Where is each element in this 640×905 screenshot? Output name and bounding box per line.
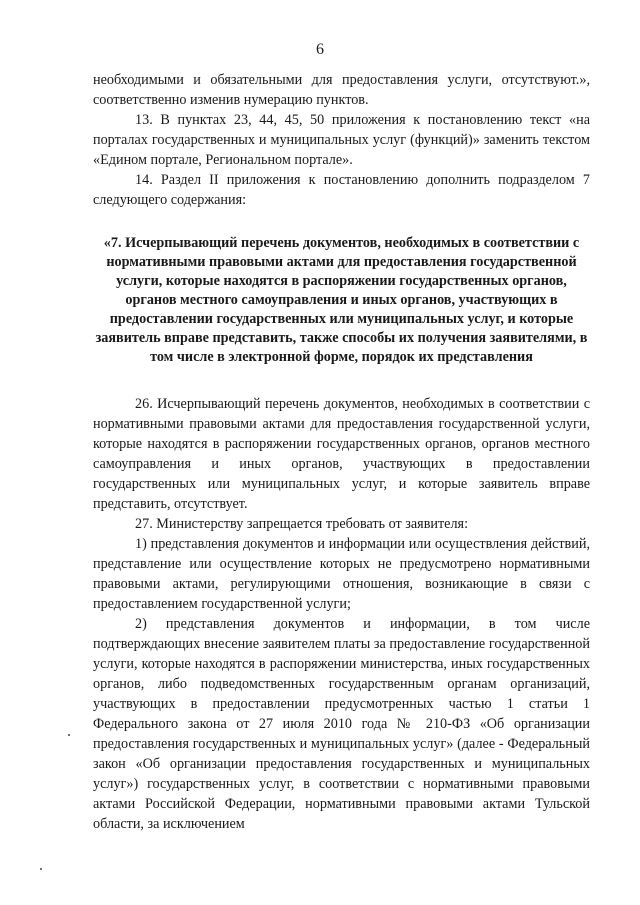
paragraph-27-item-1: 1) представления документов и информации или осуществления действий, представление или осуществление которых не предусмотрено нормативными правовыми актами, регулирующими отношения, возникающие в связи с предоставлением государственной услуги; [93, 536, 590, 612]
page-number: 6 [316, 41, 324, 58]
document-body [93, 70, 590, 834]
scan-speck [40, 868, 42, 870]
paragraph-continuation: необходимыми и обязательными для предоставления услуги, отсутствуют.», соответственно изменив нумерацию пунктов. [93, 72, 590, 108]
paragraph-26: 26. Исчерпывающий перечень документов, необходимых в соответствии с нормативными правовыми актами для предоставления государственной услуги, которые находятся в распоряжении государственных органов, органов местного самоуправления и иных органов, участвующих в предоставлении государственных или муниципальных услуг, и которые заявитель вправе представить, отсутствует. [93, 396, 590, 512]
paragraph-27-item-2: 2) представления документов и информации, в том числе подтверждающих внесение заявителем платы за предоставление государственной услуги, которые находятся в распоряжении министерства, иных государственных органов, либо подведомственных государственным органам организаций, участвующих в предоставлении предусмотренных частью 1 статьи 1 Федерального закона от 27 июля 2010 года № 210-ФЗ «Об организации предоставления государственных и муниципальных услуг» (далее - Федеральный закон «Об организации предоставления государственных и муниципальных услуг») государственных услуг, в соответствии с нормативными правовыми актами Российской Федерации, нормативными правовыми актами Тульской области, за исключением [93, 616, 590, 832]
paragraph-13: 13. В пунктах 23, 44, 45, 50 приложения к постановлению текст «на порталах государственных и муниципальных услуг (функций)» заменить текстом «Едином портале, Региональном портале». [93, 112, 590, 168]
scan-speck [68, 734, 70, 736]
section-heading: «7. Исчерпывающий перечень документов, необходимых в соответствии с нормативными правовыми актами для предоставления государственной услуги, которые находятся в распоряжении государственных органов, органов местного самоуправления и иных органов, участвующих в предоставлении государственных или муниципальных услуг, и которые заявитель вправе представить, также способы их получения заявителями, в том числе в электронной форме, порядок их представления [95, 235, 588, 365]
paragraph-14: 14. Раздел II приложения к постановлению дополнить подразделом 7 следующего содержания: [93, 172, 590, 208]
paragraph-27: 27. Министерству запрещается требовать от заявителя: [135, 516, 469, 532]
